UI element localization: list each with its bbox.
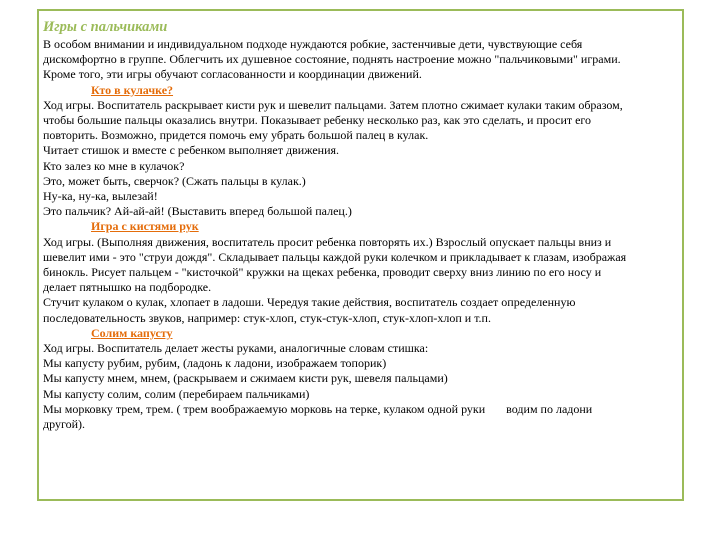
document-body <box>43 19 676 432</box>
poem-line: Мы капусту рубим, рубим, (ладонь к ладони, изображаем топорик) <box>43 356 387 371</box>
section-heading-hands-game: Игра с кистями рук <box>91 219 199 234</box>
text-line: повторить. Возможно, придется помочь ему убрать большой палец в кулак. <box>43 128 429 143</box>
text-line: Читает стишок и вместе с ребенком выполняет движения. <box>43 143 340 158</box>
text-line: Ход игры. Воспитатель делает жесты руками, аналогичные словам стишка: <box>43 341 429 356</box>
section-heading-who-in-fist: Кто в кулачке? <box>91 82 174 97</box>
poem-line: другой). <box>43 417 85 432</box>
intro-line: дискомфортно в группе. Облегчить их душевное состояние, поднять настроение можно "пальчиковыми" играми. <box>43 52 621 67</box>
text-line: бинокль. Рисует пальцем - "кисточкой" кружки на щеках ребенка, проводит сверху вниз линию по его носу и <box>43 265 602 280</box>
poem-line: Ну-ка, ну-ка, вылезай! <box>43 189 158 204</box>
intro-line: В особом внимании и индивидуальном подходе нуждаются робкие, застенчивые дети, чувствующие себя <box>43 37 583 51</box>
section-heading-salt-cabbage: Солим капусту <box>91 325 173 340</box>
poem-line: Кто залез ко мне в кулачок? <box>43 158 185 173</box>
text-line: Ход игры. Воспитатель раскрывает кисти рук и шевелит пальцами. Затем плотно сжимает кулаки таким образом, <box>43 97 623 112</box>
text-line: чтобы большие пальцы оказались внутри. Показывает ребенку несколько раз, как это сделать, и просит его <box>43 113 592 128</box>
text-line: шевелит ими - это "струи дождя". Складывает пальцы каждой руки колечком и прикладывает к глазам, изображая <box>43 249 627 264</box>
text-line: Ход игры. (Выполняя движения, воспитатель просит ребенка повторять их.) Взрослый опускает пальцы вниз и <box>43 234 612 249</box>
intro-line: Кроме того, эти игры обучают согласованности и координации движений. <box>43 67 422 82</box>
poem-line: Это, может быть, сверчок? (Сжать пальцы в кулак.) <box>43 173 306 188</box>
text-line: Стучит кулаком о кулак, хлопает в ладоши. Чередуя такие действия, воспитатель создает определенную <box>43 295 576 310</box>
poem-line: Мы капусту мнем, мнем, (раскрываем и сжимаем кисти рук, шевеля пальцами) <box>43 371 448 386</box>
poem-line: Мы капусту солим, солим (перебираем пальчиками) <box>43 386 310 401</box>
content-frame <box>37 9 684 501</box>
page-title: Игры с пальчиками <box>43 19 168 35</box>
text-line: делает пятнышко на подбородке. <box>43 280 212 295</box>
poem-line: Это пальчик? Ай-ай-ай! (Выставить вперед большой палец.) <box>43 204 352 219</box>
text-line: последовательность звуков, например: стук-хлоп, стук-стук-хлоп, стук-хлоп-хлоп и т.п. <box>43 310 491 325</box>
poem-line: Мы морковку трем, трем. ( трем воображаемую морковь на терке, кулаком одной руки водим по ладони <box>43 401 593 416</box>
